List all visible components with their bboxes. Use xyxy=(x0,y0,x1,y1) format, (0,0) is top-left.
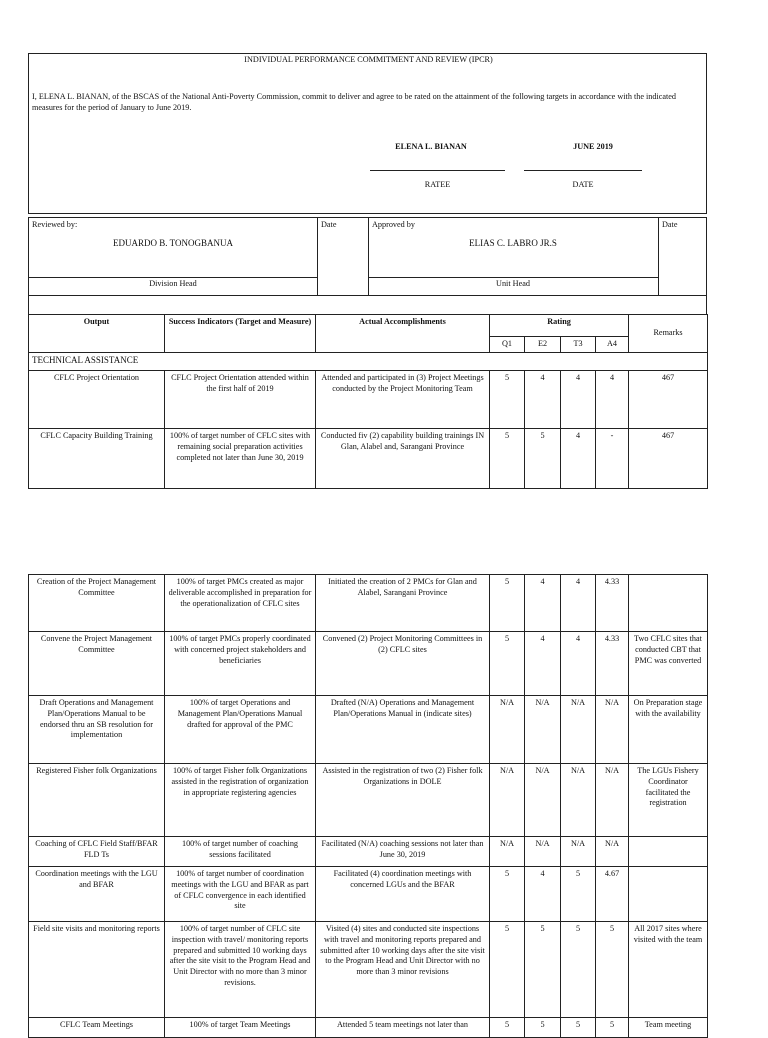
cell-output: Creation of the Project Management Committee xyxy=(29,575,165,632)
cell-remarks: All 2017 sites where visited with the team xyxy=(629,922,708,1018)
cell-q: 5 xyxy=(490,371,525,429)
cell-output: CFLC Capacity Building Training xyxy=(29,429,165,489)
cell-indicator: 100% of target number of CFLC site inspection with travel/ monitoring reports prepared and submitted 10 working days after the site visit to the Program Head and Unit Director with no more than 3 minor revisions. xyxy=(165,922,316,1018)
cell-q: 5 xyxy=(490,632,525,696)
date-label: DATE xyxy=(572,180,594,189)
cell-output: Coaching of CFLC Field Staff/BFAR FLD Ts xyxy=(29,837,165,867)
col-success-header: Success Indicators (Target and Measure) xyxy=(165,315,316,353)
cell-a: 4.33 xyxy=(596,632,629,696)
cell-a: 4.33 xyxy=(596,575,629,632)
cell-actual: Visited (4) sites and conducted site inspections with travel and monitoring reports prepared and submitted after 10 working days after the site visit to the Program Head and Unit Director with no more than 3 minor revisions xyxy=(316,922,490,1018)
cell-indicator: 100% of target number of coaching sessions facilitated xyxy=(165,837,316,867)
cell-e: N/A xyxy=(525,764,561,837)
cell-indicator: 100% of target PMCs properly coordinated with concerned project stakeholders and beneficiaries xyxy=(165,632,316,696)
ratee-name: ELENA L. BIANAN xyxy=(395,142,467,151)
cell-actual: Assisted in the registration of two (2) Fisher folk Organizations in DOLE xyxy=(316,764,490,837)
cell-t: 4 xyxy=(561,371,596,429)
approval-date-label: Date xyxy=(662,220,678,229)
cell-t: N/A xyxy=(561,764,596,837)
cell-remarks: Two CFLC sites that conducted CBT that PMC was converted xyxy=(629,632,708,696)
cell-q: 5 xyxy=(490,867,525,922)
ipcr-table-page2 xyxy=(28,574,708,1038)
reviewer-name: EDUARDO B. TONOGBANUA xyxy=(113,238,233,248)
cell-t: N/A xyxy=(561,837,596,867)
approved-by-label: Approved by xyxy=(372,220,415,229)
ratee-signature-line xyxy=(370,170,505,171)
rating-t3-header: T3 xyxy=(561,337,596,353)
cell-remarks: On Preparation stage with the availability xyxy=(629,696,708,764)
cell-a: N/A xyxy=(596,696,629,764)
cell-output: CFLC Team Meetings xyxy=(29,1018,165,1038)
cell-remarks: 467 xyxy=(629,429,708,489)
rating-e2-header: E2 xyxy=(525,337,561,353)
table-header-row xyxy=(29,315,708,337)
cell-a: N/A xyxy=(596,837,629,867)
cell-q: 5 xyxy=(490,575,525,632)
col-remarks-header: Remarks xyxy=(629,315,708,353)
table-row xyxy=(29,632,708,696)
ipcr-table-page1 xyxy=(28,314,708,489)
approver-role: Unit Head xyxy=(496,279,530,288)
cell-e: 4 xyxy=(525,867,561,922)
cell-remarks: 467 xyxy=(629,371,708,429)
col-rating-header: Rating xyxy=(490,315,629,337)
cell-output: Coordination meetings with the LGU and BFAR xyxy=(29,867,165,922)
cell-output: Registered Fisher folk Organizations xyxy=(29,764,165,837)
cell-actual: Convened (2) Project Monitoring Committees in (2) CFLC sites xyxy=(316,632,490,696)
cell-a: 5 xyxy=(596,922,629,1018)
ratee-date-value: JUNE 2019 xyxy=(573,142,613,151)
divider xyxy=(658,218,659,296)
section-title: TECHNICAL ASSISTANCE xyxy=(29,353,490,371)
cell-output: Draft Operations and Management Plan/Operations Manual to be endorsed thru an SB resolution for implementation xyxy=(29,696,165,764)
cell-actual: Facilitated (N/A) coaching sessions not later than June 30, 2019 xyxy=(316,837,490,867)
cell-indicator: CFLC Project Orientation attended within the first half of 2019 xyxy=(165,371,316,429)
review-date-label: Date xyxy=(321,220,337,229)
table-row xyxy=(29,371,708,429)
cell-a: 5 xyxy=(596,1018,629,1038)
reviewer-role: Division Head xyxy=(149,279,197,288)
table-row xyxy=(29,764,708,837)
cell-e: 4 xyxy=(525,371,561,429)
cell-indicator: 100% of target number of CFLC sites with remaining social preparation activities completed not later than June 30, 2019 xyxy=(165,429,316,489)
cell-q: 5 xyxy=(490,1018,525,1038)
cell-indicator: 100% of target Operations and Management Plan/Operations Manual drafted for approval of the PMC xyxy=(165,696,316,764)
cell-a: 4 xyxy=(596,371,629,429)
cell-e: 5 xyxy=(525,922,561,1018)
cell-indicator: 100% of target PMCs created as major deliverable accomplished in preparation for the operationalization of CFLC sites xyxy=(165,575,316,632)
cell-indicator: 100% of target Team Meetings xyxy=(165,1018,316,1038)
date-signature-line xyxy=(524,170,642,171)
cell-e: N/A xyxy=(525,696,561,764)
table-row xyxy=(29,429,708,489)
cell-output: Convene the Project Management Committee xyxy=(29,632,165,696)
cell-q: 5 xyxy=(490,429,525,489)
reviewed-by-label: Reviewed by: xyxy=(32,220,78,229)
cell-actual: Initiated the creation of 2 PMCs for Glan and Alabel, Sarangani Province xyxy=(316,575,490,632)
cell-q: N/A xyxy=(490,696,525,764)
ratee-label: RATEE xyxy=(424,180,451,189)
cell-indicator: 100% of target number of coordination meetings with the LGU and BFAR as part of CFLC convergence in each identified site xyxy=(165,867,316,922)
cell-t: N/A xyxy=(561,696,596,764)
cell-t: 4 xyxy=(561,575,596,632)
rating-q1-header: Q1 xyxy=(490,337,525,353)
table-row xyxy=(29,1018,708,1038)
cell-e: N/A xyxy=(525,837,561,867)
approval-block xyxy=(28,217,707,296)
cell-q: N/A xyxy=(490,837,525,867)
cell-remarks xyxy=(629,575,708,632)
cell-remarks: The LGUs Fishery Coordinator facilitated the registration xyxy=(629,764,708,837)
rating-a4-header: A4 xyxy=(596,337,629,353)
table-row xyxy=(29,867,708,922)
cell-t: 4 xyxy=(561,632,596,696)
approver-name: ELIAS C. LABRO JR.S xyxy=(469,238,557,248)
cell-actual: Facilitated (4) coordination meetings with concerned LGUs and the BFAR xyxy=(316,867,490,922)
ipcr-header-block xyxy=(28,53,707,214)
col-output-header: Output xyxy=(29,315,165,353)
cell-t: 5 xyxy=(561,922,596,1018)
table-row xyxy=(29,837,708,867)
form-title: INDIVIDUAL PERFORMANCE COMMITMENT AND REVIEW (IPCR) xyxy=(244,55,493,64)
cell-a: N/A xyxy=(596,764,629,837)
cell-t: 5 xyxy=(561,867,596,922)
table-row xyxy=(29,922,708,1018)
cell-q: N/A xyxy=(490,764,525,837)
cell-e: 5 xyxy=(525,429,561,489)
cell-output: Field site visits and monitoring reports xyxy=(29,922,165,1018)
commitment-statement: I, ELENA L. BIANAN, of the BSCAS of the National Anti-Poverty Commission, commit to deliver and agree to be rated on the attainment of the following targets in accordance with the indicated measures for the period of January to June 2019. xyxy=(32,92,677,112)
col-actual-header: Actual Accomplishments xyxy=(316,315,490,353)
spacer-row xyxy=(28,295,707,315)
cell-actual: Attended and participated in (3) Project Meetings conducted by the Project Monitoring Team xyxy=(316,371,490,429)
cell-indicator: 100% of target Fisher folk Organizations assisted in the registration of organization in appropriate registering agencies xyxy=(165,764,316,837)
table-row xyxy=(29,575,708,632)
cell-t: 5 xyxy=(561,1018,596,1038)
cell-q: 5 xyxy=(490,922,525,1018)
cell-a: 4.67 xyxy=(596,867,629,922)
cell-output: CFLC Project Orientation xyxy=(29,371,165,429)
cell-actual: Attended 5 team meetings not later than xyxy=(316,1018,490,1038)
cell-remarks xyxy=(629,837,708,867)
section-row xyxy=(29,353,708,371)
cell-actual: Conducted fiv (2) capability building trainings IN Glan, Alabel and, Sarangani Province xyxy=(316,429,490,489)
divider xyxy=(317,218,318,296)
cell-actual: Drafted (N/A) Operations and Management Plan/Operations Manual in (indicate sites) xyxy=(316,696,490,764)
cell-remarks: Team meeting xyxy=(629,1018,708,1038)
table-row xyxy=(29,696,708,764)
cell-e: 4 xyxy=(525,575,561,632)
cell-t: 4 xyxy=(561,429,596,489)
cell-e: 4 xyxy=(525,632,561,696)
cell-remarks xyxy=(629,867,708,922)
cell-a: - xyxy=(596,429,629,489)
cell-e: 5 xyxy=(525,1018,561,1038)
